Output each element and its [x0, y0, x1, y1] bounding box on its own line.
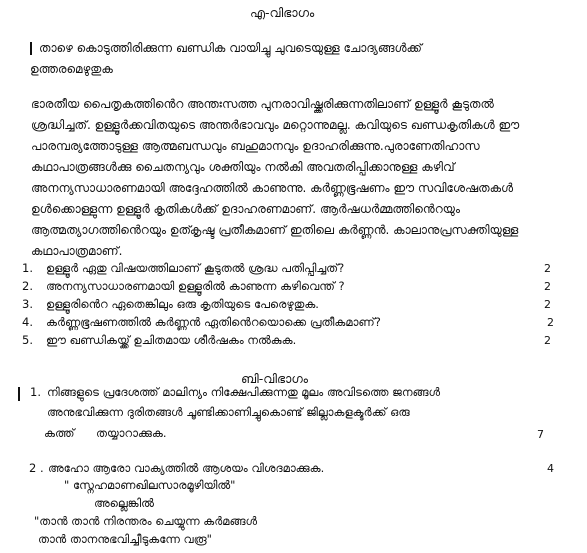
question-marks: 7 — [537, 428, 544, 441]
question-number: 4. — [22, 315, 33, 329]
question-number: 1. — [30, 385, 41, 399]
question-marks: 2 — [544, 262, 551, 275]
question-number: 5. — [22, 333, 33, 347]
question-text-line: കത്ത് — [44, 426, 75, 440]
passage-line: അനന്യസാധാരണമായി അദ്ദേഹത്തിൽ കാണുന്നു. കർണ്ണഭൂഷണം ഈ സവിശേഷതകൾ — [31, 181, 514, 195]
passage-line: ഭാരതീയ പൈതൃകത്തിൻെറ അന്തഃസത്ത പുനരാവിഷ്ക്കരിക്കുന്നതിലാണ് ഉള്ളൂർ കൂടുതൽ — [31, 97, 494, 111]
question-text: കർണ്ണഭൂഷണത്തിൽ കർണ്ണൻ ഏതിൻെറയൊക്കെ പ്രതീകമാണ്? — [46, 315, 381, 329]
margin-bar — [18, 387, 20, 401]
question-text-line: നിങ്ങളുടെ പ്രദേശത്ത് മാലിന്യം നിക്ഷേപിക്കുന്നതു മൂലം അവിടത്തെ ജനങ്ങൾ — [47, 385, 441, 399]
quote-line: താൻ താനനുഭവിച്ചീടുകന്നേ വരൂ" — [38, 532, 212, 546]
question-marks: 2 — [544, 334, 551, 347]
question-text: ഉള്ളൂർ ഏതു വിഷയത്തിലാണ് കൂടുതൽ ശ്രദ്ധ പതിപ്പിച്ചത്? — [46, 261, 345, 275]
question-number: 3. — [22, 297, 33, 311]
question-number: 1. — [22, 261, 33, 275]
margin-bar — [30, 42, 32, 55]
question-marks: 2 — [544, 280, 551, 293]
question-marks: 2 — [544, 298, 551, 311]
passage-line: ശ്രദ്ധിച്ചത്. ഉള്ളൂർക്കവിതയുടെ അന്തർഭാവവും മറ്റൊന്നുമല്ല. കവിയുടെ ഖണ്ഡകൃതികൾ ഈ — [31, 118, 520, 132]
question-number: 2 . — [29, 461, 44, 475]
or-label: അല്ലെങ്കിൽ — [94, 496, 154, 510]
question-text-line: അഹോ ആരോ വാക്യത്തിൽ ആശയം വിശദമാക്കുക. — [48, 461, 325, 475]
question-marks: 4 — [547, 462, 554, 475]
question-text: ഉള്ളൂരിൻെറ ഏതെങ്കിലും ഒരു കൃതിയുടെ പേരെഴുതുക. — [46, 297, 319, 311]
passage-line: പാരമ്പര്യത്തോടുള്ള ആത്മബന്ധവും ബഹുമാനവും ഉദാഹരിക്കുന്നു.പുരാണേതിഹാസ — [31, 139, 480, 153]
question-text-line: അനുഭവിക്കുന്ന ദുരിതങ്ങൾ ചൂണ്ടിക്കാണിച്ചുകൊണ്ട് ജില്ലാകളക്ടർക്ക് ഒരു — [47, 405, 410, 419]
question-number: 2. — [22, 279, 33, 293]
instruction-line-2: ഉത്തരമെഴുതുക — [30, 62, 113, 76]
quote-line: "താൻ താൻ നിരന്തരം ചെയ്യുന്ന കർമങ്ങൾ — [34, 514, 258, 528]
passage-line: കഥാപാത്രമാണ്. — [31, 244, 123, 258]
question-marks: 2 — [547, 316, 554, 329]
instruction-line-1: താഴെ കൊടുത്തിരിക്കുന്ന ഖണ്ഡിക വായിച്ചു ചുവടെയുള്ള ചോദ്യങ്ങൾക്ക് — [39, 41, 422, 55]
passage-line: കഥാപാത്രങ്ങൾക്കു ചൈതന്യവും ശക്തിയും നൽകി അവതരിപ്പിക്കാനുള്ള കഴിവ് — [31, 160, 455, 174]
section-b-title: ബി-വിഭാഗം — [241, 371, 308, 386]
question-text: ഈ ഖണ്ഡികയ്ക്ക് ഉചിതമായ ശീർഷകം നൽകുക. — [46, 333, 297, 347]
question-text: അനന്യസാധാരണമായി ഉള്ളൂരിൽ കാണുന്ന കഴിവെന്ത് ? — [46, 279, 345, 293]
question-text-line: തയ്യാറാക്കുക. — [96, 426, 167, 440]
section-a-title: എ-വിഭാഗം — [250, 5, 315, 20]
passage-line: ആത്മത്യാഗത്തിൻെറയും ഉത്കൃഷ്ട പ്രതീകമാണ് ഇതിലെ കർണ്ണൻ. കാലാനുപ്രസക്തിയുള്ള — [31, 223, 519, 237]
quote-line: " സ്നേഹമാണഖിലസാരമൂഴിയിൽ" — [64, 478, 236, 492]
passage-line: ഉൾക്കൊള്ളുന്ന ഉള്ളൂർ കൃതികൾക്ക് ഉദാഹരണമാണ്. ആർഷധർമ്മത്തിൻെറയും — [31, 202, 460, 216]
